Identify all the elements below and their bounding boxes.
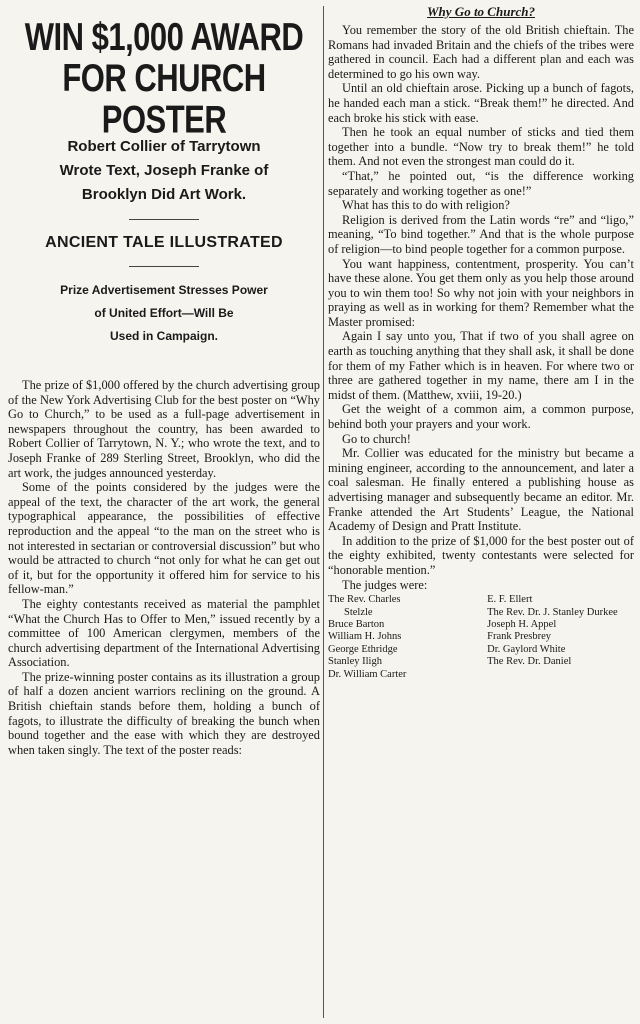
subheadline [8, 135, 320, 207]
judge-name: George Ethridge [328, 643, 398, 655]
paragraph: Until an old chieftain arose. Picking up a bunch of fagots, he handed each man a stick. “Break them!” he directed. And each broke his stick with ease. [328, 81, 634, 125]
paragraph: The prize of $1,000 offered by the church advertising group of the New York Advertising Club for the best poster on “Why Go to Church,” to be used as a full-page advertisement in newspapers throughout the country, has been awarded to Robert Collier of Tarrytown, N. Y.; who wrote the text, and to Joseph Franke of 289 Sterling Street, Brooklyn, who did the art work, the judges announced yesterday. [8, 378, 320, 480]
poster-text [328, 23, 634, 592]
subheadline-line: Robert Collier of Tarrytown [67, 138, 261, 155]
judge-name: William H. Johns [328, 631, 402, 643]
judges-column-right [487, 594, 634, 681]
judge-name: The Rev. Dr. Daniel [487, 656, 572, 668]
paragraph: You want happiness, contentment, prosperity. You can’t have these alone. You get them only as you help those around you to win them too! So why not join with your neighbors in praying as well as in working for them? Remember what the Master promised: [328, 256, 634, 329]
judges-column-left [328, 594, 475, 681]
column-divider [323, 6, 324, 1018]
divider [129, 219, 199, 220]
article-body [8, 378, 320, 757]
judge-name: Bruce Barton [328, 618, 385, 630]
subheadline-line: Brooklyn Did Art Work. [81, 186, 247, 203]
paragraph: You remember the story of the old British chieftain. The Romans had invaded Britain and the chiefs of the tribes were gathered in council. Each had a different plan and each was determined to go his own way. [328, 23, 634, 81]
headline-line: FOR CHURCH POSTER [62, 56, 266, 141]
summary-line: Prize Advertisement Stresses Power [60, 283, 268, 297]
paragraph: The judges were: [342, 577, 428, 592]
judge-name: Stelzle [344, 606, 373, 618]
paragraph: In addition to the prize of $1,000 for the best poster out of the eighty exhibited, twenty contestants were selected for “honorable mention.” [328, 533, 634, 577]
judge-name: Joseph H. Appel [487, 618, 557, 630]
paragraph: Mr. Collier was educated for the ministry but became a mining engineer, according to the announcement, and later a coal salesman. He finally entered a publishing house as advertising manager and subsequently became an editor. Mr. Franke attended the Art Students’ League, the National Academy of Design and Pratt Institute. [328, 446, 634, 534]
headline [8, 16, 320, 140]
paragraph: The eighty contestants received as material the pamphlet “What the Church Has to Offer to Men,” issued recently by a committee of 100 American clergymen, members of the church advertising department of the International Advertising Association. [8, 596, 320, 670]
headline-line: WIN $1,000 AWARD [24, 14, 304, 59]
paragraph: Get the weight of a common aim, a common purpose, behind both your prayers and your work. [328, 402, 634, 432]
judge-name: Frank Presbrey [487, 631, 551, 643]
paragraph: “That,” he pointed out, “is the difference working separately and working together as one!” [328, 168, 634, 198]
subheadline-line: Wrote Text, Joseph Franke of [59, 162, 269, 179]
judge-name: The Rev. Dr. J. Stanley Durkee [487, 606, 618, 618]
paragraph: Again I say unto you, That if two of you shall agree on earth as touching anything that they shall ask, it shall be done for them of my Father which is in heaven. For where two or three are gathered together in my name, there am I in the midst of them. (Matthew, xviii, 19-20.) [328, 329, 634, 402]
judges-list [328, 594, 634, 681]
summary-line: Used in Campaign. [109, 329, 219, 343]
left-column [8, 4, 320, 757]
right-column [328, 4, 634, 681]
section-heading: ANCIENT TALE ILLUSTRATED [45, 234, 283, 251]
judge-name: E. F. Ellert [487, 594, 533, 606]
paragraph: Some of the points considered by the judges were the appeal of the text, the character of the art work, the general typographical appearance, the possibilities of effective reproduction and the appeal “to the man on the street who is not interested in sectarian or controversial discussion” but who would be attracted to church “not only for what he can get out of it, but for the opportunity it offered him for service to his fellow-man.” [8, 480, 320, 597]
summary-deck [8, 279, 320, 348]
divider [129, 266, 199, 267]
paragraph: Go to church! [342, 431, 411, 446]
judge-name: Dr. Gaylord White [487, 643, 566, 655]
judge-name: Stanley Iligh [328, 656, 382, 668]
judge-name: Dr. William Carter [328, 668, 407, 680]
summary-line: of United Effort—Will Be [94, 306, 234, 320]
paragraph: Religion is derived from the Latin words “re” and “ligo,” meaning, “To bind together.” And that is the whole purpose of religion—to bind people together for a common purpose. [328, 212, 634, 256]
paragraph: What has this to do with religion? [342, 198, 510, 213]
judge-name: The Rev. Charles [328, 594, 401, 606]
poster-title: Why Go to Church? [427, 4, 535, 19]
paragraph: Then he took an equal number of sticks and tied them together into a bundle. “Now try to break them!” he told them. And not even the strongest man could do it. [328, 125, 634, 169]
paragraph: The prize-winning poster contains as its illustration a group of half a dozen ancient warriors reclining on the ground. A British chieftain stands before them, holding a bunch of fagots, to illustrate the difficulty of breaking the bunch when bound together and the ease with which they are destroyed when taken singly. The text of the poster reads: [8, 669, 320, 757]
